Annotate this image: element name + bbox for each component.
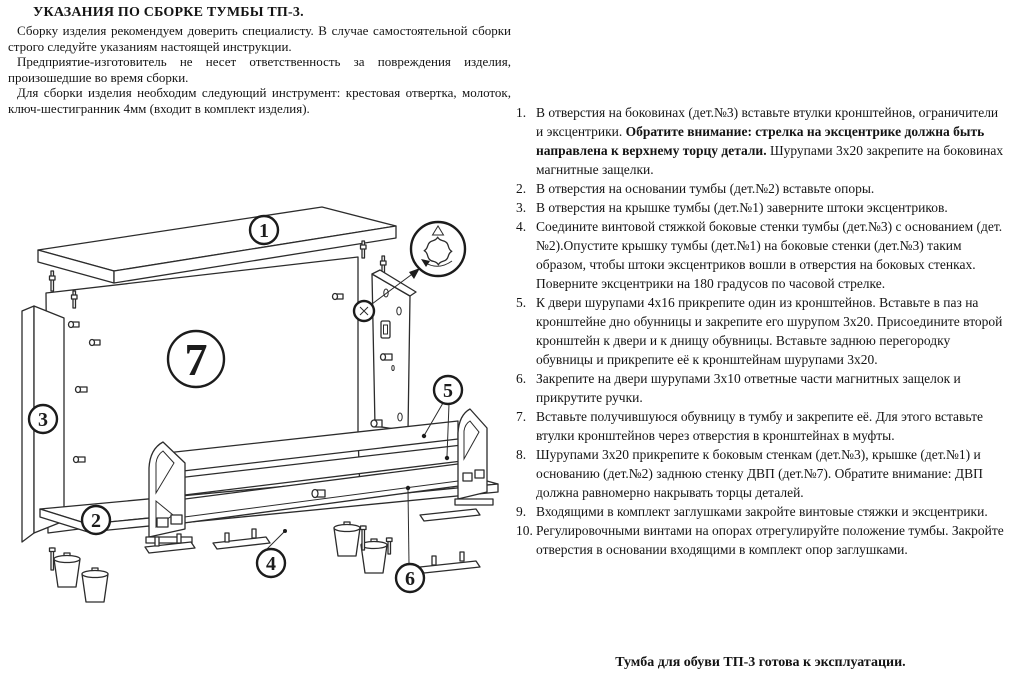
instruction-item — [516, 369, 1005, 407]
part-label-2: 2 — [91, 510, 101, 532]
part-left-side-panel — [22, 306, 64, 542]
instruction-list — [516, 103, 1005, 559]
instruction-number: 6. — [516, 371, 527, 386]
instruction-number: 10. — [516, 523, 533, 538]
instruction-item — [516, 179, 1005, 198]
instruction-text: В отверстия на крышке тумбы (дет.№1) заверните штоки эксцентриков. — [536, 200, 948, 215]
part-label-6: 6 — [405, 568, 415, 590]
part-label-5: 5 — [443, 380, 453, 402]
instruction-number: 7. — [516, 409, 527, 424]
part-label-7: 7 — [184, 334, 208, 385]
instruction-item — [516, 293, 1005, 369]
instruction-item — [516, 198, 1005, 217]
instruction-text: К двери шурупами 4х16 прикрепите один из кронштейнов. Вставьте в паз на кронштейне дно обунницы и закрепите его шурупом 3х20. Присоедините второй кронштейн к двери и к днищу обувницы. Вставьте заднюю перегородку обувницы и прикрепите её к кронштейнам шурупами 3х20. — [536, 295, 1003, 367]
instruction-number: 3. — [516, 200, 527, 215]
instruction-number: 2. — [516, 181, 527, 196]
instruction-text: В отверстия на основании тумбы (дет.№2) вставьте опоры. — [536, 181, 875, 196]
intro-paragraph-3: Для сборки изделия необходим следующий инструмент: крестовая отвертка, молоток, ключ-шестигранник 4мм (входит в комплект изделия). — [8, 85, 511, 116]
instruction-text: Вставьте получившуюся обувницу в тумбу и закрепите её. Для этого вставьте втулки кронштейнов через отверстия в кронштейнах в муфты. — [536, 409, 983, 443]
instruction-item — [516, 502, 1005, 521]
part-right-side-panel — [371, 270, 416, 431]
instruction-item — [516, 521, 1005, 559]
instruction-number: 8. — [516, 447, 527, 462]
instruction-number: 9. — [516, 504, 527, 519]
instruction-item — [516, 103, 1005, 179]
instruction-text: Закрепите на двери шурупами 3х10 ответные части магнитных защелок и прикрутите ручки. — [536, 371, 961, 405]
part-right-bracket — [455, 409, 493, 505]
instruction-item — [516, 217, 1005, 293]
support-feet — [54, 522, 387, 602]
page-title: УКАЗАНИЯ ПО СБОРКЕ ТУМБЫ ТП-3. — [33, 5, 304, 20]
part-label-3: 3 — [38, 409, 48, 431]
intro-paragraph-1: Сборку изделия рекомендуем доверить специалисту. В случае самостоятельной сборки строго следуйте указаниям настоящей инструкции. — [8, 23, 511, 54]
footer-ready-line: Тумба для обуви ТП-3 готова к эксплуатации. — [615, 655, 906, 670]
instruction-number: 4. — [516, 219, 527, 234]
part-label-4: 4 — [266, 553, 276, 575]
instruction-text: Регулировочными винтами на опорах отрегулируйте положение тумбы. Закройте отверстия в основании входящими в комплект опор заглушками. — [536, 523, 1004, 557]
instruction-text: Шурупами 3х20 прикрепите к боковым стенкам (дет.№3), крышке (дет.№1) и основанию (дет.№2) заднюю стенку ДВП (дет.№7). Обратите внимание: ДВП должна равномерно накрывать торцы деталей. — [536, 447, 983, 500]
instruction-number: 1. — [516, 105, 527, 120]
instruction-text: В отверстия на боковинах (дет.№3) вставьте втулки кронштейнов, ограничители и эксцентрики. Обратите внимание: стрелка на эксцентрике должна быть направлена к верхнему торцу детали. Шурупами 3х20 закрепите на боковинах магнитные защелки. — [536, 105, 1004, 177]
intro-paragraph-2: Предприятие-изготовитель не несет ответственность за повреждения изделия, произошедшие во время сборки. — [8, 54, 511, 85]
part-label-4-group — [257, 529, 287, 577]
header-block — [8, 5, 511, 117]
instruction-item — [516, 407, 1005, 445]
instruction-text: Соедините винтовой стяжкой боковые стенки тумбы (дет.№3) с основанием (дет.№2).Опустите крышку тумбы (дет.№1) на боковые стенки (дет.№3) таким образом, чтобы штоки эксцентриков вошли в отверстия на боковых стенках. Поверните эксцентрики на 180 градусов по часовой стрелке. — [536, 219, 1003, 291]
assembly-diagram — [0, 193, 512, 633]
instruction-text: Входящими в комплект заглушками закройте винтовые стяжки и эксцентрики. — [536, 504, 988, 519]
instruction-number: 5. — [516, 295, 527, 310]
part-label-1: 1 — [259, 220, 269, 242]
instruction-item — [516, 445, 1005, 502]
